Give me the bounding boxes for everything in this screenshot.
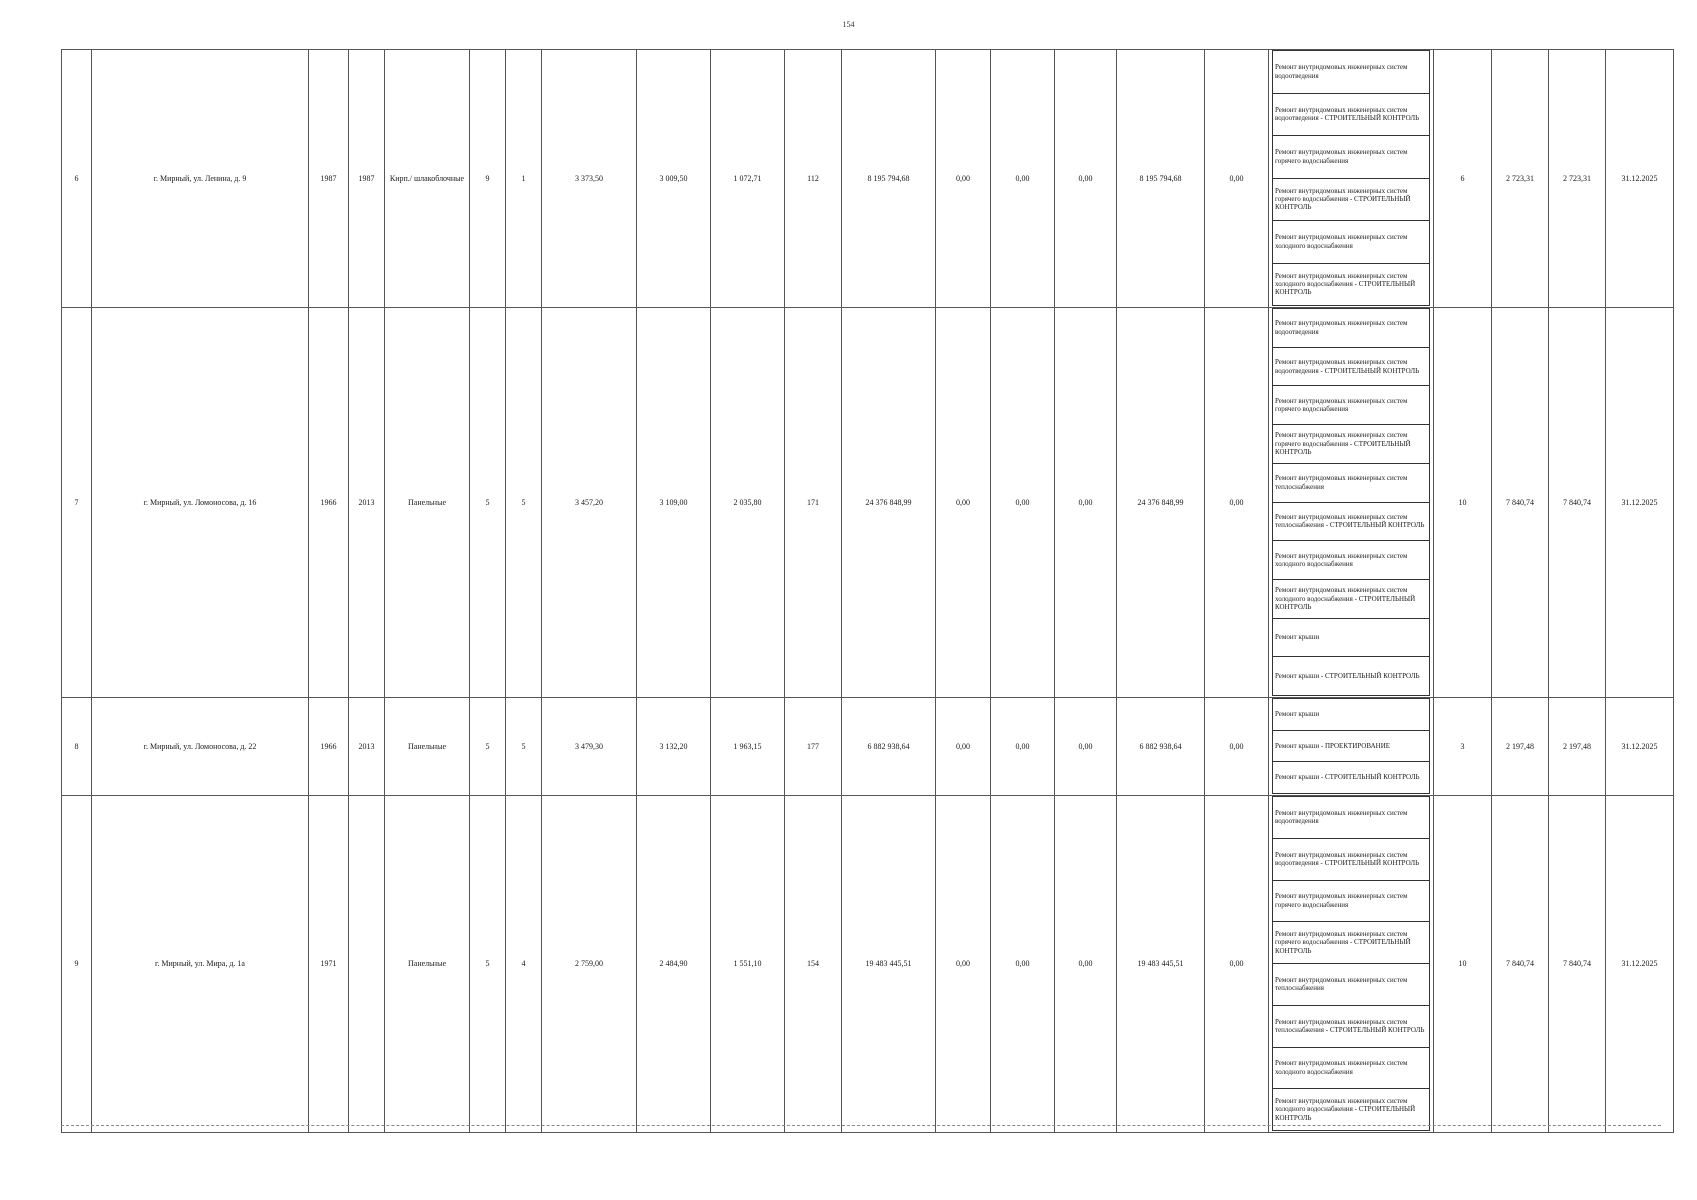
fund-other-cell: 0,00 (1205, 50, 1269, 308)
fund-federal-cell: 0,00 (936, 50, 991, 308)
residents-count-cell: 112 (785, 50, 842, 308)
page-number: 154 (842, 20, 855, 29)
work-item: Ремонт внутридомовых инженерных систем холодного водоснабжения (1272, 1048, 1430, 1090)
living-area-cell: 3 109,00 (637, 308, 711, 698)
work-item: Ремонт внутридомовых инженерных систем теплоснабжения - СТРОИТЕЛЬНЫЙ КОНТРОЛЬ (1272, 503, 1430, 542)
work-item: Ремонт внутридомовых инженерных систем холодного водоснабжения (1272, 541, 1430, 580)
deadline-cell: 31.12.2025 (1606, 50, 1674, 308)
total-area-cell: 3 479,30 (542, 698, 637, 796)
work-item: Ремонт внутридомовых инженерных систем водоотведения - СТРОИТЕЛЬНЫЙ КОНТРОЛЬ (1272, 348, 1430, 387)
entrances-count-cell: 5 (506, 698, 542, 796)
floors-count-cell: 5 (470, 698, 506, 796)
deadline-cell: 31.12.2025 (1606, 698, 1674, 796)
year-commissioned-cell: 2013 (349, 308, 385, 698)
unit-cost-cell: 7 840,74 (1492, 308, 1549, 698)
fund-other-cell: 0,00 (1205, 796, 1269, 1133)
wall-material-cell: Панельные (385, 698, 470, 796)
wall-material-cell: Панельные (385, 308, 470, 698)
fund-other-cell: 0,00 (1205, 698, 1269, 796)
living-area-cell: 3 132,20 (637, 698, 711, 796)
work-item: Ремонт внутридомовых инженерных систем теплоснабжения (1272, 964, 1430, 1006)
year-built-cell: 1987 (309, 50, 349, 308)
work-item: Ремонт внутридомовых инженерных систем горячего водоснабжения - СТРОИТЕЛЬНЫЙ КОНТРОЛЬ (1272, 922, 1430, 964)
nonliving-area-cell: 1 963,15 (711, 698, 785, 796)
works-list (1269, 50, 1433, 306)
row-number-cell: 8 (62, 698, 92, 796)
unit-cost-limit-cell: 2 197,48 (1549, 698, 1606, 796)
residents-count-cell: 154 (785, 796, 842, 1133)
cost-total-cell: 24 376 848,99 (842, 308, 936, 698)
cost-total-cell: 19 483 445,51 (842, 796, 936, 1133)
living-area-cell: 3 009,50 (637, 50, 711, 308)
works-count-cell: 6 (1434, 50, 1492, 308)
fund-regional-cell: 0,00 (991, 308, 1055, 698)
year-commissioned-cell: 2013 (349, 698, 385, 796)
total-area-cell: 2 759,00 (542, 796, 637, 1133)
works-list (1269, 698, 1433, 794)
address-cell: г. Мирный, ул. Ленина, д. 9 (92, 50, 309, 308)
unit-cost-cell: 7 840,74 (1492, 796, 1549, 1133)
work-item: Ремонт крыши (1272, 619, 1430, 658)
fund-federal-cell: 0,00 (936, 308, 991, 698)
total-area-cell: 3 373,50 (542, 50, 637, 308)
unit-cost-limit-cell: 2 723,31 (1549, 50, 1606, 308)
living-area-cell: 2 484,90 (637, 796, 711, 1133)
fund-federal-cell: 0,00 (936, 796, 991, 1133)
table-row (62, 698, 1674, 796)
works-count-cell: 10 (1434, 796, 1492, 1133)
work-item: Ремонт крыши - ПРОЕКТИРОВАНИЕ (1272, 731, 1430, 763)
work-item: Ремонт внутридомовых инженерных систем водоотведения (1272, 308, 1430, 348)
table-row (62, 50, 1674, 308)
address-cell: г. Мирный, ул. Ломоносова, д. 16 (92, 308, 309, 698)
work-item: Ремонт крыши - СТРОИТЕЛЬНЫЙ КОНТРОЛЬ (1272, 657, 1430, 696)
floors-count-cell: 5 (470, 308, 506, 698)
work-item: Ремонт внутридомовых инженерных систем водоотведения (1272, 796, 1430, 839)
work-item: Ремонт внутридомовых инженерных систем горячего водоснабжения - СТРОИТЕЛЬНЫЙ КОНТРОЛЬ (1272, 179, 1430, 222)
fund-local-cell: 0,00 (1055, 308, 1117, 698)
works-list (1269, 796, 1433, 1131)
deadline-cell: 31.12.2025 (1606, 308, 1674, 698)
scan-edge-line (61, 1125, 1661, 1126)
nonliving-area-cell: 1 072,71 (711, 50, 785, 308)
cost-total-cell: 6 882 938,64 (842, 698, 936, 796)
entrances-count-cell: 5 (506, 308, 542, 698)
fund-local-cell: 0,00 (1055, 796, 1117, 1133)
year-built-cell: 1966 (309, 698, 349, 796)
works-count-cell: 10 (1434, 308, 1492, 698)
fund-owners-cell: 6 882 938,64 (1117, 698, 1205, 796)
unit-cost-limit-cell: 7 840,74 (1549, 308, 1606, 698)
work-item: Ремонт внутридомовых инженерных систем горячего водоснабжения - СТРОИТЕЛЬНЫЙ КОНТРОЛЬ (1272, 425, 1430, 464)
address-cell: г. Мирный, ул. Мира, д. 1а (92, 796, 309, 1133)
fund-owners-cell: 24 376 848,99 (1117, 308, 1205, 698)
residents-count-cell: 177 (785, 698, 842, 796)
cost-total-cell: 8 195 794,68 (842, 50, 936, 308)
address-cell: г. Мирный, ул. Ломоносова, д. 22 (92, 698, 309, 796)
entrances-count-cell: 1 (506, 50, 542, 308)
wall-material-cell: Кирп./ шлакоблочные (385, 50, 470, 308)
work-item: Ремонт крыши (1272, 698, 1430, 731)
work-item: Ремонт крыши - СТРОИТЕЛЬНЫЙ КОНТРОЛЬ (1272, 762, 1430, 794)
fund-local-cell: 0,00 (1055, 698, 1117, 796)
work-item: Ремонт внутридомовых инженерных систем горячего водоснабжения (1272, 136, 1430, 179)
work-item: Ремонт внутридомовых инженерных систем теплоснабжения (1272, 464, 1430, 503)
fund-regional-cell: 0,00 (991, 698, 1055, 796)
table-row (62, 796, 1674, 1133)
nonliving-area-cell: 2 035,80 (711, 308, 785, 698)
work-item: Ремонт внутридомовых инженерных систем холодного водоснабжения - СТРОИТЕЛЬНЫЙ КОНТРОЛЬ (1272, 1089, 1430, 1131)
row-number-cell: 9 (62, 796, 92, 1133)
entrances-count-cell: 4 (506, 796, 542, 1133)
table-row (62, 308, 1674, 698)
year-built-cell: 1971 (309, 796, 349, 1133)
work-item: Ремонт внутридомовых инженерных систем водоотведения - СТРОИТЕЛЬНЫЙ КОНТРОЛЬ (1272, 839, 1430, 881)
unit-cost-cell: 2 197,48 (1492, 698, 1549, 796)
works-list-cell (1269, 308, 1434, 698)
fund-regional-cell: 0,00 (991, 50, 1055, 308)
fund-other-cell: 0,00 (1205, 308, 1269, 698)
nonliving-area-cell: 1 551,10 (711, 796, 785, 1133)
floors-count-cell: 9 (470, 50, 506, 308)
row-number-cell: 7 (62, 308, 92, 698)
works-list-cell (1269, 796, 1434, 1133)
work-item: Ремонт внутридомовых инженерных систем водоотведения (1272, 50, 1430, 94)
year-built-cell: 1966 (309, 308, 349, 698)
deadline-cell: 31.12.2025 (1606, 796, 1674, 1133)
works-list-cell (1269, 698, 1434, 796)
work-item: Ремонт внутридомовых инженерных систем горячего водоснабжения (1272, 386, 1430, 425)
fund-regional-cell: 0,00 (991, 796, 1055, 1133)
wall-material-cell: Панельные (385, 796, 470, 1133)
unit-cost-limit-cell: 7 840,74 (1549, 796, 1606, 1133)
fund-local-cell: 0,00 (1055, 50, 1117, 308)
works-list (1269, 308, 1433, 696)
work-item: Ремонт внутридомовых инженерных систем водоотведения - СТРОИТЕЛЬНЫЙ КОНТРОЛЬ (1272, 94, 1430, 137)
row-number-cell: 6 (62, 50, 92, 308)
works-count-cell: 3 (1434, 698, 1492, 796)
registry-body (62, 50, 1674, 1133)
fund-federal-cell: 0,00 (936, 698, 991, 796)
work-item: Ремонт внутридомовых инженерных систем горячего водоснабжения (1272, 881, 1430, 923)
fund-owners-cell: 8 195 794,68 (1117, 50, 1205, 308)
work-item: Ремонт внутридомовых инженерных систем теплоснабжения - СТРОИТЕЛЬНЫЙ КОНТРОЛЬ (1272, 1006, 1430, 1048)
work-item: Ремонт внутридомовых инженерных систем холодного водоснабжения (1272, 221, 1430, 264)
total-area-cell: 3 457,20 (542, 308, 637, 698)
unit-cost-cell: 2 723,31 (1492, 50, 1549, 308)
floors-count-cell: 5 (470, 796, 506, 1133)
work-item: Ремонт внутридомовых инженерных систем холодного водоснабжения - СТРОИТЕЛЬНЫЙ КОНТРОЛЬ (1272, 580, 1430, 619)
residents-count-cell: 171 (785, 308, 842, 698)
work-item: Ремонт внутридомовых инженерных систем холодного водоснабжения - СТРОИТЕЛЬНЫЙ КОНТРОЛЬ (1272, 264, 1430, 307)
year-commissioned-cell: 1987 (349, 50, 385, 308)
fund-owners-cell: 19 483 445,51 (1117, 796, 1205, 1133)
repair-registry-table (61, 49, 1674, 1133)
works-list-cell (1269, 50, 1434, 308)
year-commissioned-cell (349, 796, 385, 1133)
